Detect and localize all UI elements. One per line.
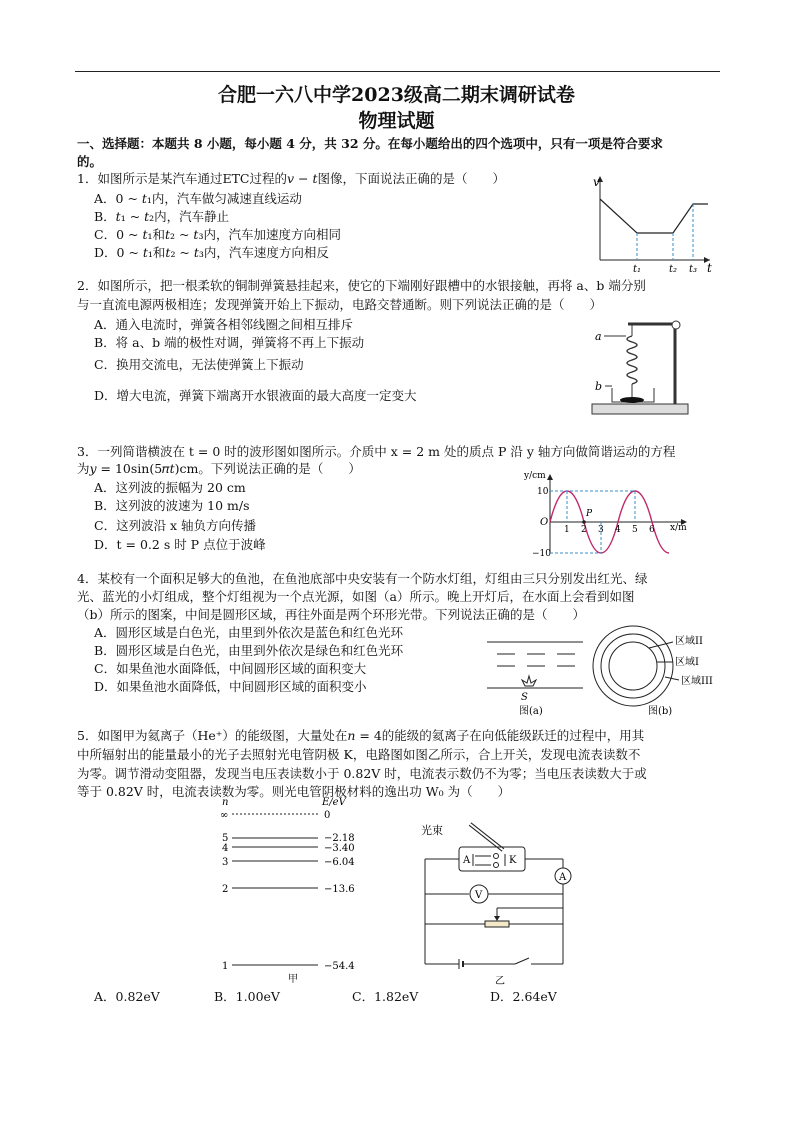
q5-level-5: 5: [222, 833, 229, 844]
q1-option-c: C．0 ~ 𝑡₁和𝑡₂ ~ 𝑡₃内，汽车加速度方向相同: [94, 227, 341, 242]
q5-level-2: 2: [222, 884, 229, 895]
q5-energy-4: −3.40: [324, 843, 355, 854]
q1-option-a: A．0 ~ 𝑡₁内，汽车做匀减速直线运动: [94, 191, 302, 206]
q1-label-t3: t₃: [689, 264, 698, 274]
q3-stem-line2: 为𝑦 = 10sin(5𝜋𝑡)cm。下列说法正确的是（ ）: [77, 461, 361, 476]
q1-vt-graph: [590, 172, 715, 274]
q5-caption-yi: 乙: [495, 976, 505, 987]
q5-energy-3: −6.04: [324, 857, 355, 868]
q2-stem-line1: 2．如图所示，把一根柔软的铜制弹簧悬挂起来，使它的下端刚好跟槽中的水银接触，再将 a、b 端分别: [77, 278, 646, 293]
q2-option-c: C．换用交流电，无法使弹簧上下振动: [94, 357, 304, 372]
q5-level-1: 1: [222, 961, 229, 972]
q3-option-b: B．这列波的波速为 10 m/s: [94, 498, 250, 513]
q5-energy-inf: 0: [324, 810, 331, 821]
q2-option-b: B．将 a、b 端的极性对调，弹簧将不再上下振动: [94, 335, 365, 350]
q2-stem-line2: 与一直流电源两极相连；发现弹簧开始上下振动，电路交替通断。则下列说法正确的是（ ）: [77, 297, 603, 312]
q5-option-c: C．1.82eV: [352, 989, 419, 1004]
q5-option-d: D．2.64eV: [490, 989, 557, 1004]
q3-tick-x2: 2: [581, 525, 587, 535]
q3-tick-x6: 6: [649, 525, 655, 535]
q5-caption-jia: 甲: [288, 974, 298, 985]
exam-subtitle: 物理试题: [358, 110, 435, 132]
q1-option-b: B．𝑡₁ ~ 𝑡₂内，汽车静止: [94, 209, 230, 224]
q1-label-t1: t₁: [633, 264, 642, 274]
q5-level-3: 3: [222, 857, 229, 868]
q1-option-d: D．0 ~ 𝑡₁和𝑡₂ ~ 𝑡₃内，汽车速度方向相反: [94, 245, 329, 260]
q3-tick-x1: 1: [564, 525, 570, 535]
q3-tick-10: 10: [537, 487, 549, 497]
q5-label-n: n: [222, 797, 229, 808]
q2-option-d: D．增大电流，弹簧下端离开水银液面的最大高度一定变大: [94, 388, 417, 403]
q4-stem-line2: 光、蓝光的小灯组成，整个灯组视为一个点光源，如图（a）所示。晚上开灯后，在水面上会看到如图: [77, 589, 635, 604]
q4-caption-b: 图(b): [648, 706, 673, 717]
q2-terminal-b: b: [595, 380, 603, 393]
q5-stem-line2: 中所辐射出的能量最小的光子去照射光电管阴极 K，电路图如图乙所示，合上开关，发现电流表读数不: [77, 747, 641, 762]
q5-level-inf: ∞: [220, 810, 229, 821]
q5-energy-level-diagram: [218, 796, 368, 986]
q4-figure-a: [485, 622, 585, 718]
q3-wave-graph: [520, 466, 695, 558]
q3-axis-x: x/m: [670, 523, 687, 533]
q1-axis-t: t: [707, 261, 712, 274]
q4-zone-3: 区域III: [681, 676, 713, 687]
q2-option-a: A．通入电流时，弹簧各相邻线圈之间相互排斥: [94, 317, 354, 332]
q3-origin: O: [540, 517, 549, 528]
q5-label-e: E/eV: [322, 797, 346, 808]
q4-option-d: D．如果鱼池水面降低，中间圆形区域的面积变小: [94, 679, 367, 694]
header-rule: [75, 71, 720, 72]
q5-cathode-k: K: [509, 855, 517, 866]
q3-tick-x3: 3: [598, 525, 604, 535]
section-heading-cont: 的。: [77, 154, 103, 169]
q4-zone-2: 区域II: [675, 636, 703, 647]
q5-ammeter-a: A: [559, 872, 567, 883]
q1-axis-v: v: [593, 175, 600, 189]
q5-anode-a: A: [463, 855, 471, 866]
q3-axis-y: y/cm: [524, 471, 546, 481]
q3-option-d: D．t = 0.2 s 时 P 点位于波峰: [94, 537, 266, 552]
q2-spring-apparatus: [590, 314, 695, 418]
q3-point-p: P: [586, 509, 593, 519]
exam-title: 合肥一六八中学2023级高二期末调研试卷: [218, 84, 575, 106]
q4-source-s: S: [521, 692, 528, 703]
q3-tick-x4: 4: [615, 525, 621, 535]
q5-voltmeter-v: V: [475, 890, 483, 901]
q3-tick-x5: 5: [632, 525, 638, 535]
q4-stem-line1: 4．某校有一个面积足够大的鱼池，在鱼池底部中央安装有一个防水灯组，灯组由三只分别发出红光、绿: [77, 571, 648, 586]
q3-stem-line1: 3．一列简谐横波在 t = 0 时的波形图如图所示。介质中 x = 2 m 处的质点 P 沿 y 轴方向做简谐运动的方程: [77, 444, 676, 459]
q5-energy-1: −54.4: [324, 961, 355, 972]
q4-option-c: C．如果鱼池水面降低，中间圆形区域的面积变大: [94, 661, 367, 676]
q5-option-b: B．1.00eV: [214, 989, 280, 1004]
q5-circuit-diagram: [415, 816, 585, 988]
q4-zone-1: 区域I: [675, 657, 699, 668]
q3-tick-neg10: −10: [532, 549, 551, 558]
q4-stem-line3: （b）所示的图案，中间是圆形区域，再往外面是两个环形光带。下列说法正确的是（ ）: [77, 607, 586, 622]
light-source-icon: [522, 676, 536, 686]
q3-option-c: C．这列波沿 x 轴负方向传播: [94, 518, 257, 533]
q1-stem: 1．如图所示是某汽车通过ETC过程的𝑣 − 𝑡图像，下面说法正确的是（ ）: [77, 171, 505, 186]
q5-option-a: A．0.82eV: [94, 989, 160, 1004]
q3-option-a: A．这列波的振幅为 20 cm: [94, 480, 246, 495]
q1-label-t2: t₂: [669, 264, 678, 274]
q4-option-b: B．圆形区域是白色光，由里到外依次是绿色和红色光环: [94, 643, 404, 658]
q4-caption-a: 图(a): [519, 706, 543, 717]
q5-stem-line4: 等于 0.82V 时，电流表读数为零。则光电管阴极材料的逸出功 W₀ 为（ ）: [77, 784, 511, 799]
q5-stem-line3: 为零。调节滑动变阻器，发现当电压表读数小于 0.82V 时，电流表示数仍不为零；当电压表读数大于或: [77, 766, 647, 781]
q5-level-4: 4: [222, 843, 229, 854]
q5-beam-label: 光束: [421, 824, 443, 837]
q5-energy-2: −13.6: [324, 884, 355, 895]
q4-option-a: A．圆形区域是白色光，由里到外依次是蓝色和红色光环: [94, 625, 404, 640]
q5-energy-5: −2.18: [324, 833, 355, 844]
q2-terminal-a: a: [595, 330, 602, 343]
section-heading: 一、选择题：本题共 8 小题，每小题 4 分，共 32 分。在每小题给出的四个选项中，只有一项是符合要求: [77, 136, 663, 151]
q5-stem-line1: 5．如图甲为氦离子（He⁺）的能级图，大量处在𝑛 = 4的能级的氦离子在向低能级跃迁的过程中，用其: [77, 728, 645, 743]
q4-figure-b: [585, 622, 720, 718]
